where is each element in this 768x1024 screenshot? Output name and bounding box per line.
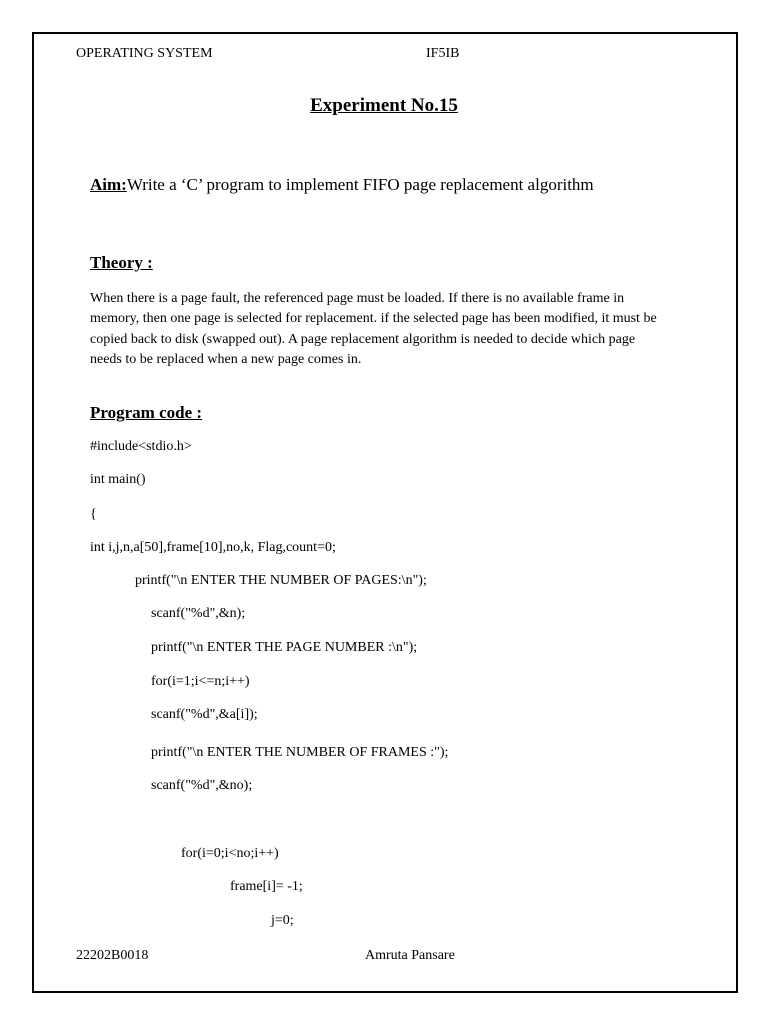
code-line: printf("\n ENTER THE NUMBER OF FRAMES :");	[151, 745, 449, 760]
page-title: Experiment No.15	[310, 95, 458, 116]
theory-heading: Theory :	[90, 253, 153, 272]
code-line: int i,j,n,a[50],frame[10],no,k, Flag,count=0;	[90, 540, 336, 555]
code-line: int main()	[90, 472, 146, 487]
footer-student-name: Amruta Pansare	[365, 948, 455, 963]
program-code-heading: Program code :	[90, 403, 203, 422]
code-line: for(i=1;i<=n;i++)	[151, 674, 250, 689]
aim-label: Aim:	[90, 175, 127, 194]
code-line: scanf("%d",&a[i]);	[151, 707, 258, 722]
code-line: printf("\n ENTER THE NUMBER OF PAGES:\n");	[135, 573, 427, 588]
footer-roll-number: 22202B0018	[76, 948, 149, 963]
code-line: printf("\n ENTER THE PAGE NUMBER :\n");	[151, 640, 418, 655]
header-subject: OPERATING SYSTEM	[76, 46, 213, 61]
code-line: for(i=0;i<no;i++)	[181, 846, 279, 861]
code-line: #include<stdio.h>	[90, 439, 192, 454]
aim-text: Write a ‘C’ program to implement FIFO page replacement algorithm	[126, 175, 594, 194]
aim-statement	[90, 175, 594, 195]
theory-paragraph: When there is a page fault, the referenced page must be loaded. If there is no available frame in memory, then one page is selected for replacement. if the selected page has been modified, it must be copied back to disk (swapped out). A page replacement algorithm is needed to decide which page needs to be replaced when a new page comes in.	[90, 291, 657, 368]
code-line: scanf("%d",&n);	[151, 606, 246, 621]
code-line: frame[i]= -1;	[230, 879, 303, 894]
code-line: {	[90, 507, 97, 522]
code-line: j=0;	[271, 913, 294, 928]
code-line: scanf("%d",&no);	[151, 778, 253, 793]
header-class-code: IF5IB	[426, 46, 460, 61]
